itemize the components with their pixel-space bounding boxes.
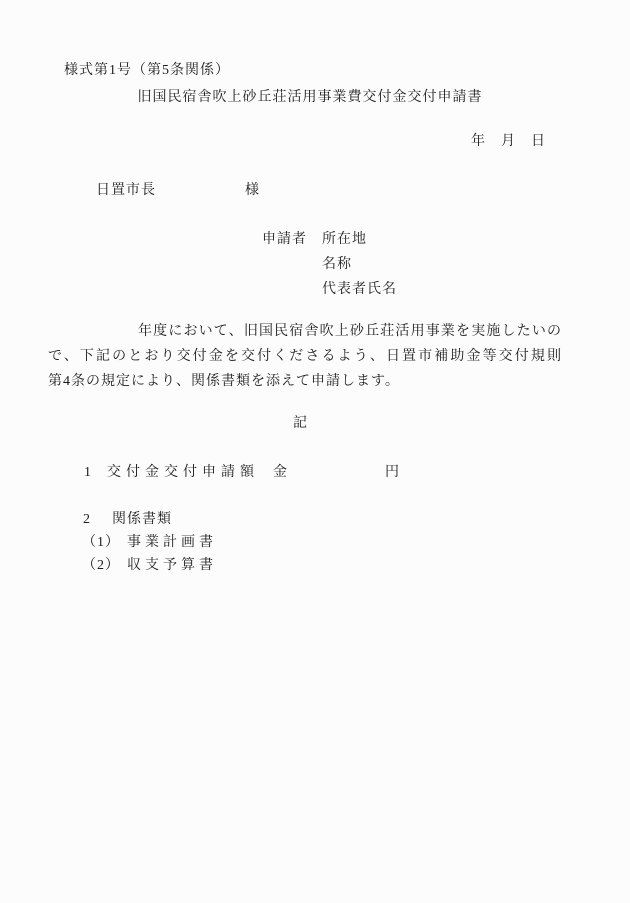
form-number: 様式第1号（第5条関係） xyxy=(64,63,230,78)
body-line-3: 第4条の規定により、関係書類を添えて申請します。 xyxy=(48,374,400,389)
item1-label: 交付金交付申請額 xyxy=(107,465,259,480)
item1-number: 1 xyxy=(84,465,92,480)
attachment-1-number: （1） xyxy=(82,535,120,550)
note-marker: 記 xyxy=(293,416,308,431)
applicant-field-address: 所在地 xyxy=(322,232,367,247)
amount-unit: 円 xyxy=(385,465,400,480)
applicant-label: 申請者 xyxy=(262,232,307,247)
body-line-2: で、下記のとおり交付金を交付くださるよう、日置市補助金等交付規則 xyxy=(48,349,562,364)
applicant-field-representative: 代表者氏名 xyxy=(322,282,397,297)
applicant-field-name: 名称 xyxy=(322,257,352,272)
amount-prefix: 金 xyxy=(273,465,288,480)
addressee-name: 日置市長 xyxy=(96,183,156,198)
attachment-2-label: 収支予算書 xyxy=(127,558,217,573)
item2-number: 2 xyxy=(83,512,91,527)
item2-label: 関係書類 xyxy=(112,512,172,527)
attachment-1-label: 事業計画書 xyxy=(127,535,217,550)
body-line-1: 年度において、旧国民宿舎吹上砂丘荘活用事業を実施したいの xyxy=(138,324,562,339)
addressee-honorific: 様 xyxy=(245,183,260,198)
document-title: 旧国民宿舎吹上砂丘荘活用事業費交付金交付申請書 xyxy=(137,90,483,105)
date-line: 年 月 日 xyxy=(471,134,546,149)
attachment-2-number: （2） xyxy=(82,558,120,573)
